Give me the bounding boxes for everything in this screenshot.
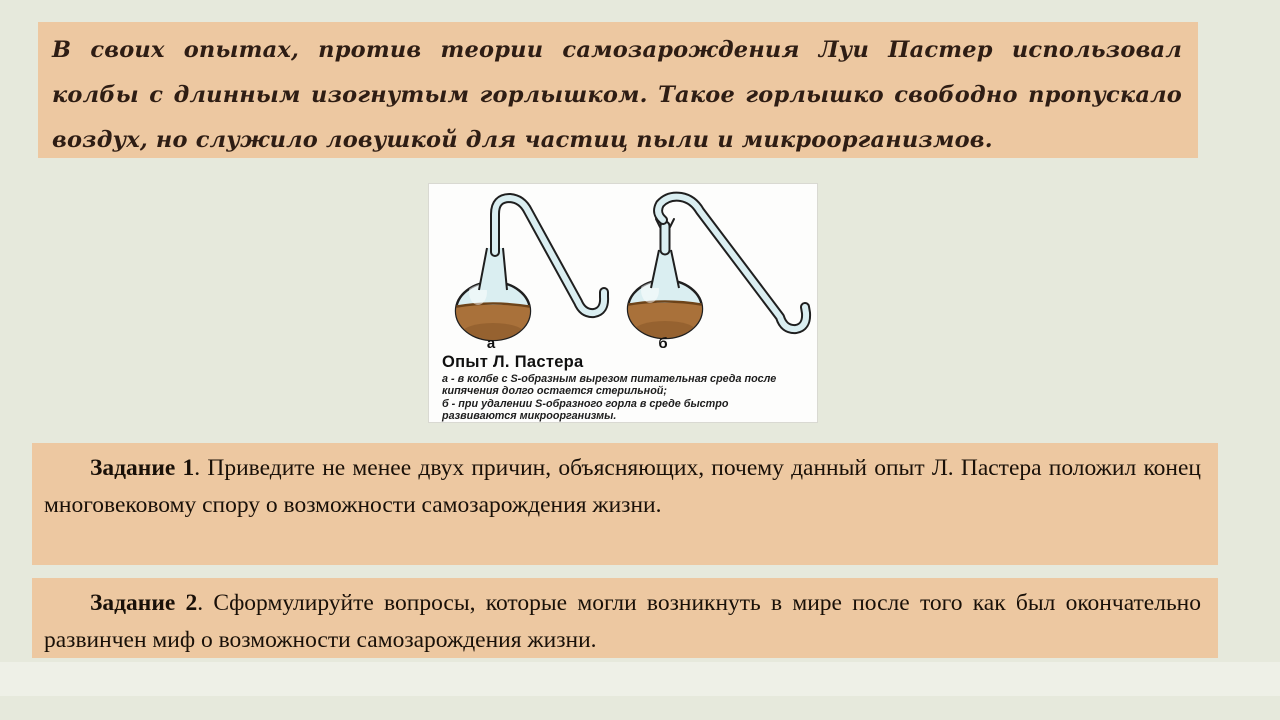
intro-text-block: В своих опытах, против теории самозарождения Луи Пастер использовал колбы с длинным изогнутым горлышком. Такое горлышко свободно пропускало воздух, но служило ловушкой для частиц пыли и микроорганизмов.	[38, 22, 1198, 158]
task-2-block	[32, 578, 1218, 658]
flask-b	[625, 197, 806, 343]
flasks-illustration	[429, 184, 817, 352]
flask-a-label: а	[486, 335, 496, 352]
figure-caption	[429, 352, 817, 422]
task-1-label: Задание 1	[90, 455, 195, 481]
figure-caption-title: Опыт Л. Пастера	[442, 353, 584, 371]
task-1-text	[44, 450, 1201, 524]
task-2-text	[44, 585, 1201, 659]
flask-a	[453, 198, 604, 343]
task-2-label: Задание 2	[90, 590, 198, 616]
figure-caption-item-b: б - при удалении S-образного горла в среде быстро развиваются микроорганизмы.	[442, 397, 729, 422]
task-1-body: . Приведите не менее двух причин, объясняющих, почему данный опыт Л. Пастера положил конец многовековому спору о возможности самозарождения жизни.	[44, 455, 1201, 518]
flask-b-label: б	[658, 335, 668, 352]
pasteur-experiment-figure	[428, 183, 818, 423]
task-2-body: . Сформулируйте вопросы, которые могли возникнуть в мире после того как был окончательно развинчен миф о возможности самозарождения жизни.	[44, 590, 1201, 653]
figure-caption-item-a: а - в колбе с S-образным вырезом питательная среда после кипячения долго остается стерильной;	[442, 373, 777, 398]
task-1-block	[32, 443, 1218, 565]
background-band	[0, 662, 1280, 696]
